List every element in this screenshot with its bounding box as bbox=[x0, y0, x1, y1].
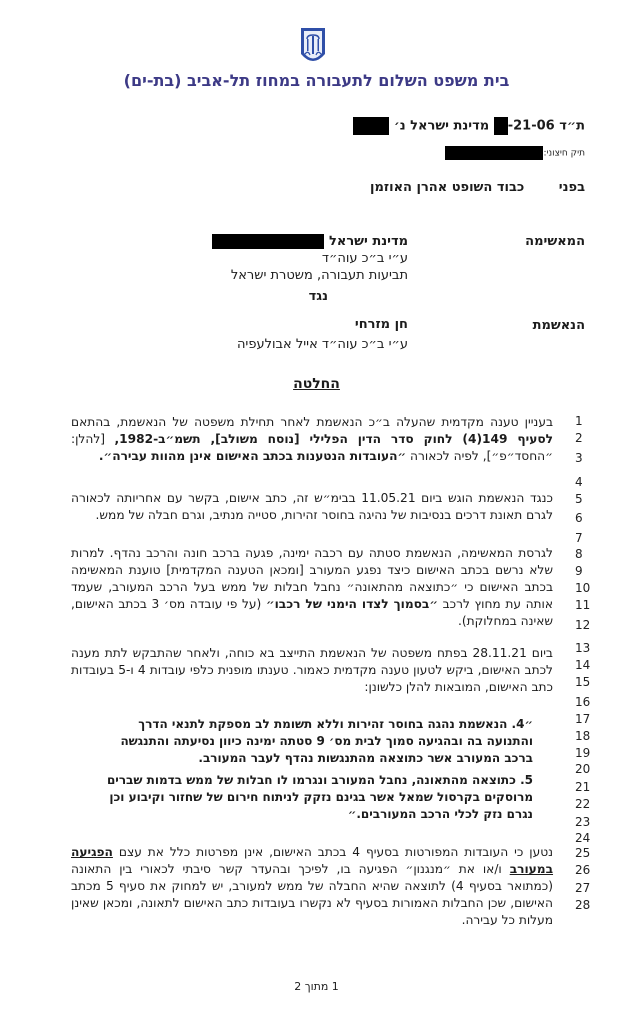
external-file-label: תיק חיצוני: bbox=[543, 148, 585, 159]
decision-heading: החלטה bbox=[293, 376, 340, 392]
line-number: 17 bbox=[575, 712, 591, 726]
line-number: 20 bbox=[575, 762, 591, 776]
line-number: 19 bbox=[575, 746, 591, 760]
prosecution-block bbox=[108, 233, 408, 305]
line-number: 5 bbox=[575, 492, 583, 506]
paragraph-text: לגרסת המאשימה, הנאשמת סטתה עם רכבה ימינה, פגעה ברכב חונה והרכב נהדף. למרות שלא נרשם בכתב האישום כיצד נפגע המעורב [ומכאן הטענה המקדמית] טוענת המאשימה בכתב האישום כי ״כתוצאה מהתאונה״ נחבל חבלות של ממש בעל הרכב המעורב, שעמד אותה עת מחוץ לרכב bbox=[71, 546, 554, 611]
paragraph-text: ו/או את ״מנגנון״ הפגיעה בו, לפיכך ובהעדר קשר סיבתי לכאורי בין התאונה (כמתואר בסעיף 4) לתוצאה שהיא החבלה של ממש למעורב, יש למחוק את סעיף 5 מכתב האישום, שכן החבלות האמורות בסעיף לא נקשרו בעובדות כתב האישום לתאונה, ומכאן שאינן מעלות כל עבירה. bbox=[71, 862, 554, 927]
line-number: 10 bbox=[575, 581, 591, 595]
defendant-block bbox=[108, 316, 408, 353]
line-number: 14 bbox=[575, 658, 591, 672]
judge-label: בפני bbox=[558, 180, 585, 195]
line-number: 3 bbox=[575, 451, 583, 465]
line-number: 28 bbox=[575, 898, 591, 912]
case-prefix: ת״ד bbox=[559, 118, 585, 134]
defendant-label: הנאשמת bbox=[532, 318, 585, 333]
paragraph-text: (על פי עובדה מס׳ 3 בכתב האישום, שאינה במחלוקת). bbox=[71, 597, 553, 628]
redaction-block bbox=[353, 117, 389, 135]
line-number: 16 bbox=[575, 695, 591, 709]
redaction-block bbox=[445, 146, 543, 160]
claim-quote: ״העובדות הנטענות בכתב האישום אינן מהוות עבירה״. bbox=[98, 449, 407, 463]
line-number: 24 bbox=[575, 831, 591, 845]
line-number: 25 bbox=[575, 846, 591, 860]
page-total: 2 bbox=[294, 980, 302, 993]
line-number: 6 bbox=[575, 511, 583, 525]
case-number-line bbox=[353, 117, 585, 135]
prosecution-rep: ע״י ב״כ עוה״ד bbox=[321, 251, 408, 266]
prosecution-unit: תביעות תעבורה, משטרת ישראל bbox=[230, 268, 408, 283]
state-emblem-icon bbox=[298, 24, 328, 68]
paragraph-4: ביום 28.11.21 בפתח משפטה של הנאשמת התייצב בא כוחה, ולאחר שהתבקש לתת מענה לכתב האישום, ביקש לטעון טענה מקדמית כאמור. טענתו מופנית כלפי עובדות 4 ו-5 בעובדות כתב האישום, המובאות להלן כלשונן: bbox=[71, 646, 553, 694]
page-number: 1 bbox=[331, 980, 339, 993]
judge-line bbox=[370, 180, 585, 195]
line-number: 18 bbox=[575, 729, 591, 743]
paragraph-text: בעניין טענה מקדמית שהעלה ב״כ הנאשמת לאחר תחילת משפטה של הנאשמת, בהתאם bbox=[71, 415, 553, 429]
emphasis-quote: ״בסמוך לצדו הימני של רכבו״ bbox=[265, 597, 439, 611]
line-number: 15 bbox=[575, 675, 591, 689]
paragraph-2: כנגד הנאשמת הוגש ביום 11.05.21 בבימ״ש זה, כתב אישום, בקשר עם אחריותה לכאורה לגרם תאונת דרכים בנסיבות של נהיגה בחוסר זהירות, סטייה מנתיב, וגרם חבלה של ממש. bbox=[71, 491, 553, 522]
line-number: 22 bbox=[575, 797, 591, 811]
line-number: 8 bbox=[575, 547, 583, 561]
judge-name: כבוד השופט אהרן האוזמן bbox=[370, 180, 525, 195]
paragraph-3 bbox=[71, 545, 553, 630]
defendant-rep: ע״י ב״כ עוה״ד אייל אבולעפיה bbox=[236, 337, 408, 352]
line-number: 21 bbox=[575, 780, 591, 794]
case-number: 21-06- bbox=[507, 118, 555, 134]
redaction-block bbox=[494, 117, 508, 135]
prosecution-name: מדינת ישראל bbox=[328, 234, 408, 249]
paragraph-5 bbox=[71, 844, 553, 929]
line-number: 27 bbox=[575, 881, 591, 895]
emphasis-underlined: הפגיעה במעורב bbox=[71, 845, 554, 876]
line-number: 11 bbox=[575, 598, 591, 612]
court-name: בית משפט השלום לתעבורה במחוז תל-אביב (בת-ים) bbox=[123, 71, 510, 90]
paragraph-1 bbox=[71, 414, 553, 465]
line-number: 7 bbox=[575, 531, 583, 545]
paragraph-text: [להלן: ״החסד״פ״], לפיה לכאורה bbox=[71, 432, 553, 463]
redaction-block bbox=[212, 234, 324, 249]
paragraph-text: נטען כי העובדות המפורטות בסעיף 4 בכתב האישום, אינן מפרטות כלל את עצם bbox=[118, 845, 553, 859]
line-number: 23 bbox=[575, 815, 591, 829]
statute-citation: לסעיף 149(4) לחוק סדר הדין הפלילי [נוסח משולב], תשמ״ב-1982, bbox=[114, 432, 553, 446]
versus: נגד bbox=[308, 289, 328, 304]
line-number: 9 bbox=[575, 564, 583, 578]
line-number: 1 bbox=[575, 414, 583, 428]
line-number: 12 bbox=[575, 618, 591, 632]
line-number: 13 bbox=[575, 641, 591, 655]
external-file-line bbox=[445, 146, 585, 160]
page-of-label: מתוך bbox=[304, 980, 329, 993]
case-title: מדינת ישראל נ׳ bbox=[393, 118, 490, 134]
line-number: 26 bbox=[575, 863, 591, 877]
prosecution-label: המאשימה bbox=[525, 234, 585, 249]
line-number: 2 bbox=[575, 431, 583, 445]
defendant-name: חן מזרחי bbox=[354, 317, 408, 332]
page-footer bbox=[0, 980, 633, 993]
quoted-fact-5: 5. כתוצאה מהתאונה, נחבל המעורב ונגרמו לו חבלות של ממש בדמות שברים מרוסקים בקרסול שמאל אשר בגינם נזקק לניתוח חירום של שחזור וקיבוע וכן נגרם נזק לכלי הרכב המעורבים.״ bbox=[106, 773, 533, 821]
line-number: 4 bbox=[575, 475, 583, 489]
quoted-fact-4: ״4. הנאשמת נהגה בחוסר זהירות וללא תשומת לב מספקת לתנאי הדרך והתנועה בה ובהגיעה סמוך לבית מס׳ 9 סטתה ימינה כיוון נסיעתה והתנגשה ברכב המעורב אשר כתוצאה מהתנגשות נהדף לעבר המעורב. bbox=[120, 717, 533, 765]
